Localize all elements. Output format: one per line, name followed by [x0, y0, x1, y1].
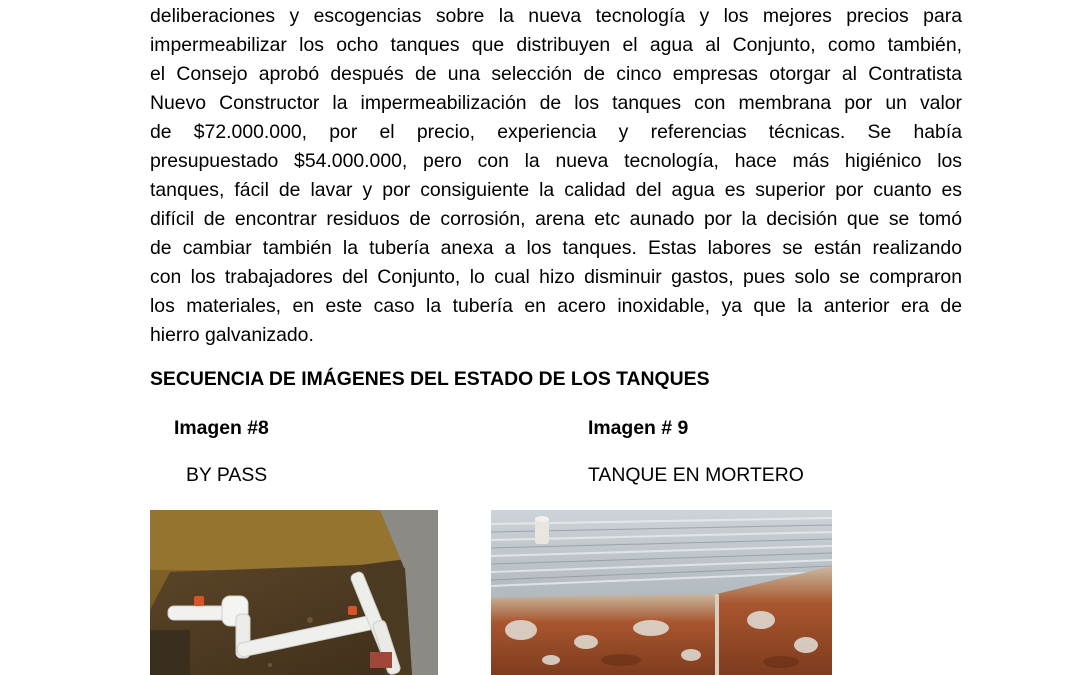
paragraph-line: el Consejo aprobó después de una selección de cinco empresas otorgar al Contratista	[150, 63, 962, 85]
image-8-label: Imagen #8	[174, 417, 269, 439]
paragraph-line: de $72.000.000, por el precio, experiencia y referencias técnicas. Se había	[150, 121, 962, 143]
paragraph-line: presupuestado $54.000.000, pero con la nueva tecnología, hace más higiénico los	[150, 150, 962, 172]
image-9-label: Imagen # 9	[588, 417, 689, 439]
body-paragraph	[150, 2, 962, 350]
section-title: SECUENCIA DE IMÁGENES DEL ESTADO DE LOS TANQUES	[150, 368, 710, 390]
paragraph-line: Nuevo Constructor la impermeabilización de los tanques con membrana por un valor	[150, 92, 962, 114]
image-8-caption: BY PASS	[186, 464, 268, 486]
paragraph-line: con los trabajadores del Conjunto, lo cual hizo disminuir gastos, pues solo se compraron	[150, 266, 962, 288]
paragraph-line: los materiales, en este caso la tubería en acero inoxidable, ya que la anterior era de	[150, 295, 962, 317]
paragraph-line: de cambiar también la tubería anexa a los tanques. Estas labores se están realizando	[150, 237, 962, 259]
paragraph-line: tanques, fácil de lavar y por consiguiente la calidad del agua es superior por cuanto es	[150, 179, 962, 201]
paragraph-line: deliberaciones y escogencias sobre la nueva tecnología y los mejores precios para	[150, 5, 962, 27]
paragraph-line: hierro galvanizado.	[150, 324, 314, 346]
bypass-photo	[150, 510, 438, 675]
image-9-caption: TANQUE EN MORTERO	[588, 464, 804, 486]
paragraph-line: difícil de encontrar residuos de corrosión, arena etc aunado por la decisión que se tomó	[150, 208, 962, 230]
paragraph-line: impermeabilizar los ocho tanques que distribuyen el agua al Conjunto, como también,	[150, 34, 962, 56]
tank-photo	[491, 510, 832, 675]
